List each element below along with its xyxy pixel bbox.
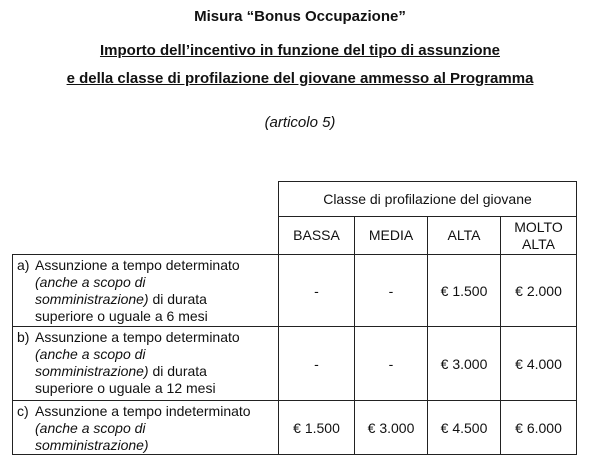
cell-value: € 1.500 [279, 401, 355, 455]
row-text-tail: di durata superiore o uguale a 6 mesi [35, 291, 208, 324]
column-header-molto-alta: MOLTO ALTA [501, 217, 577, 255]
document-title: Misura “Bonus Occupazione” [194, 8, 406, 25]
profiling-class-header: Classe di profilazione del giovane [279, 182, 577, 217]
row-letter: b) [17, 329, 30, 345]
table-row [13, 401, 577, 455]
row-text-tail: di durata superiore o uguale a 12 mesi [35, 363, 216, 396]
cell-value: - [355, 255, 428, 327]
row-letter: a) [17, 257, 30, 273]
row-note: (anche a scopo di somministrazione) [35, 274, 149, 307]
cell-value: - [279, 255, 355, 327]
cell-value: € 3.000 [355, 401, 428, 455]
row-note: (anche a scopo di somministrazione) [35, 346, 149, 379]
document-subtitle-line1: Importo dell’incentivo in funzione del tipo di assunzione [99, 42, 500, 59]
table-corner-blank-2 [13, 217, 279, 255]
cell-value: - [355, 327, 428, 401]
row-text: Assunzione a tempo determinato [35, 329, 240, 345]
row-label-c [13, 401, 279, 455]
row-letter: c) [17, 403, 29, 419]
row-label-a [13, 255, 279, 327]
row-text: Assunzione a tempo indeterminato [35, 403, 251, 419]
column-header-bassa: BASSA [279, 217, 355, 255]
cell-value: € 6.000 [501, 401, 577, 455]
cell-value: - [279, 327, 355, 401]
cell-value: € 2.000 [501, 255, 577, 327]
cell-value: € 1.500 [428, 255, 501, 327]
column-header-alta: ALTA [428, 217, 501, 255]
table-row [13, 327, 577, 401]
row-text: Assunzione a tempo determinato [35, 257, 240, 273]
cell-value: € 4.000 [501, 327, 577, 401]
row-label-b [13, 327, 279, 401]
table-row [13, 255, 577, 327]
cell-value: € 3.000 [428, 327, 501, 401]
row-note: (anche a scopo di somministrazione) [35, 420, 149, 453]
cell-value: € 4.500 [428, 401, 501, 455]
incentive-table [12, 181, 577, 455]
column-header-media: MEDIA [355, 217, 428, 255]
article-reference: (articolo 5) [264, 114, 336, 131]
table-corner-blank [13, 182, 279, 217]
document-subtitle-line2: e della classe di profilazione del giovane ammesso al Programma [66, 70, 534, 87]
